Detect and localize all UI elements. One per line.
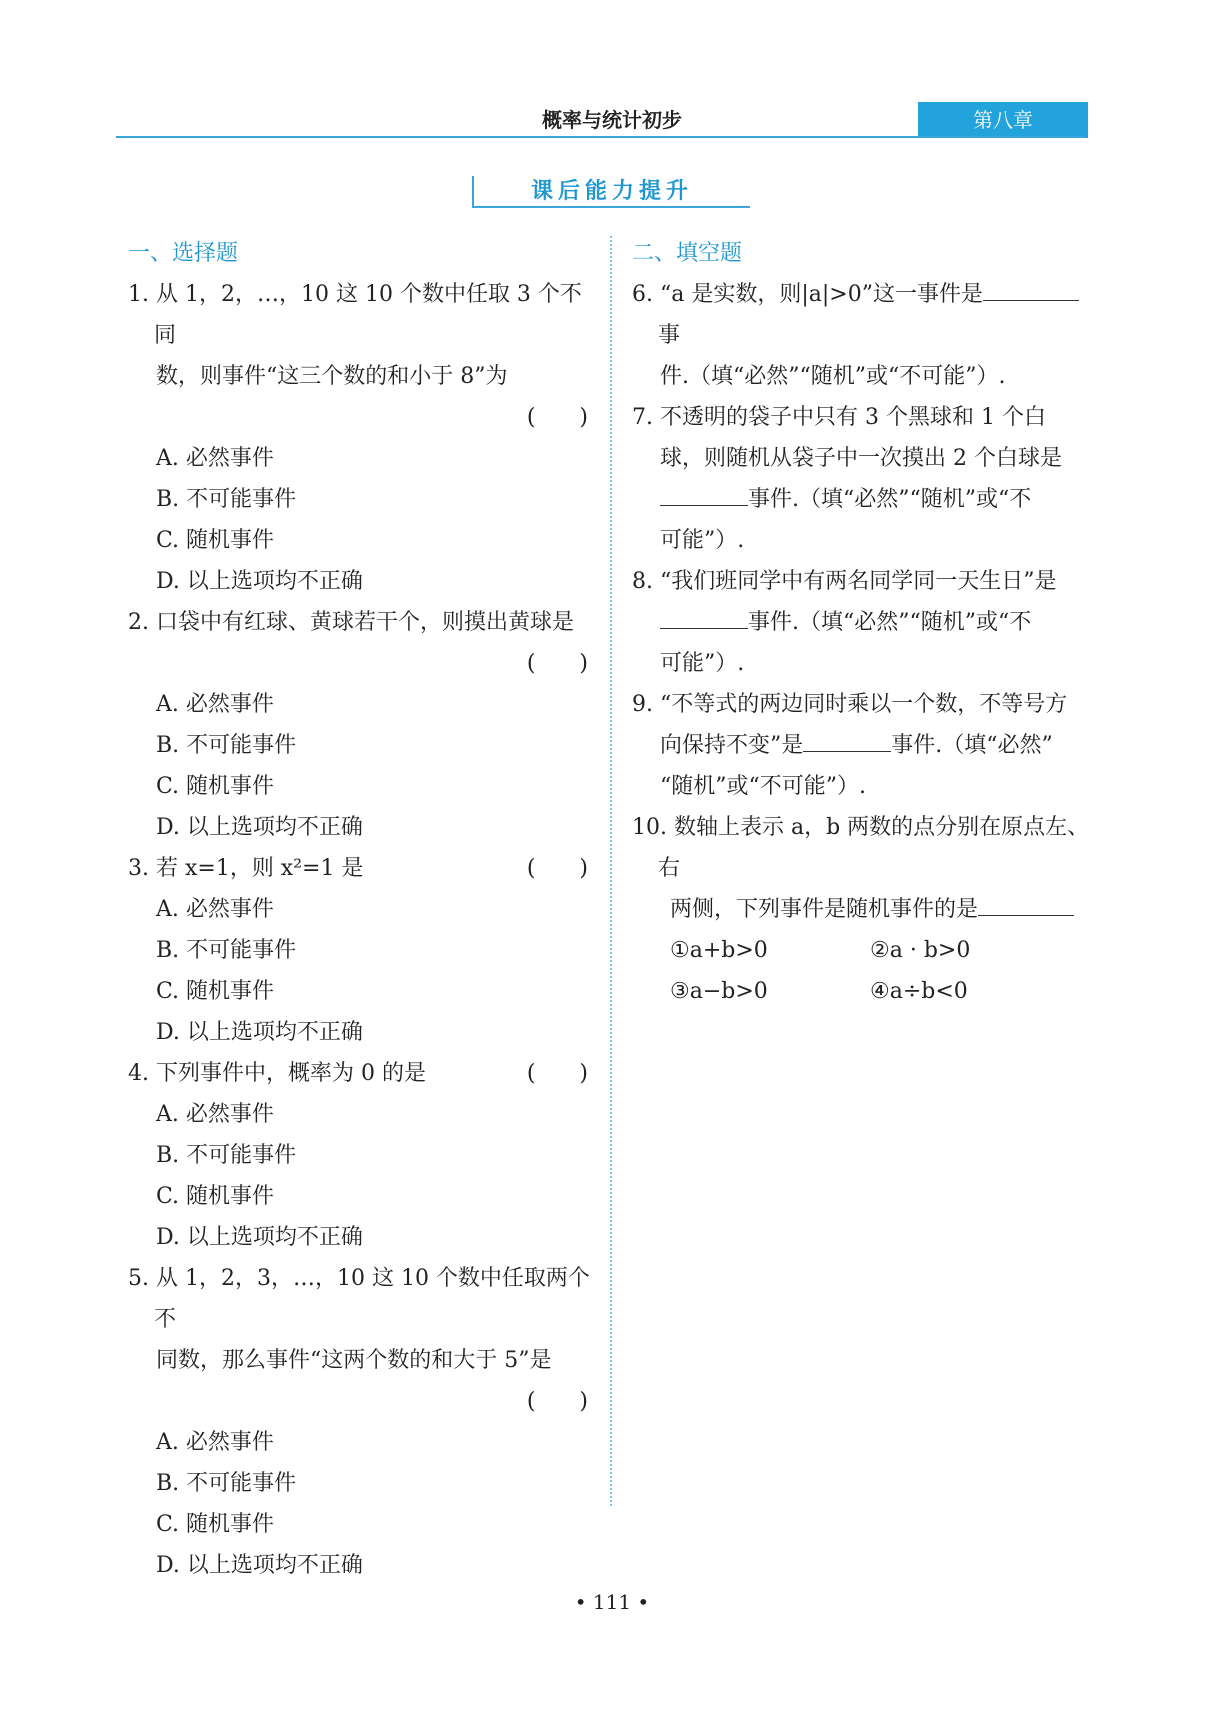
question-text: 9. “不等式的两边同时乘以一个数，不等号方 xyxy=(632,692,1068,717)
fill-in-column xyxy=(632,236,1098,1012)
sub-option-3: ③a−b>0 xyxy=(670,979,768,1004)
option-b: B. 不可能事件 xyxy=(156,1143,297,1168)
question-stem: 事件.（填“必然”“随机”或“不 xyxy=(748,487,1032,512)
option-c: C. 随机事件 xyxy=(156,774,275,799)
answer-bracket: ( ) xyxy=(526,1061,588,1086)
question-text xyxy=(128,1053,594,1094)
sub-options-row xyxy=(632,930,1098,971)
answer-bracket: ( ) xyxy=(526,856,588,881)
option-c: C. 随机事件 xyxy=(156,528,275,553)
question-text xyxy=(632,889,1098,930)
section-title-underline xyxy=(472,206,750,208)
question-text: 1. 从 1，2，…，10 这 10 个数中任取 3 个不同 xyxy=(128,282,582,348)
question-text: 可能”）. xyxy=(660,528,745,553)
question-6 xyxy=(632,274,1098,397)
question-stem: 事 xyxy=(658,323,681,348)
option-d: D. 以上选项均不正确 xyxy=(156,815,363,840)
option-c: C. 随机事件 xyxy=(156,979,275,1004)
question-stem: 向保持不变”是 xyxy=(660,733,804,758)
question-4 xyxy=(128,1053,594,1258)
option-a: A. 必然事件 xyxy=(156,692,274,717)
sub-option-2: ②a · b>0 xyxy=(870,938,971,963)
answer-bracket: ( ) xyxy=(526,1389,588,1414)
answer-blank[interactable] xyxy=(660,481,748,506)
option-b: B. 不可能事件 xyxy=(156,1471,297,1496)
option-c: C. 随机事件 xyxy=(156,1512,275,1537)
question-stem: 6. “a 是实数，则|a|>0”这一事件是 xyxy=(632,282,983,307)
option-d: D. 以上选项均不正确 xyxy=(156,1553,363,1578)
question-text xyxy=(632,479,1098,520)
option-a: A. 必然事件 xyxy=(156,1102,274,1127)
option-c: C. 随机事件 xyxy=(156,1184,275,1209)
option-d: D. 以上选项均不正确 xyxy=(156,1020,363,1045)
option-d: D. 以上选项均不正确 xyxy=(156,569,363,594)
header-title: 概率与统计初步 xyxy=(542,108,682,132)
question-2 xyxy=(128,602,594,848)
multiple-choice-heading: 一、选择题 xyxy=(128,241,239,266)
header-rule xyxy=(116,136,1086,138)
answer-blank[interactable] xyxy=(978,891,1074,916)
question-stem: 两侧，下列事件是随机事件的是 xyxy=(670,897,979,922)
question-text: “随机”或“不可能”）. xyxy=(660,774,866,799)
question-text: 8. “我们班同学中有两名同学同一天生日”是 xyxy=(632,569,1057,594)
sub-options-row xyxy=(632,971,1098,1012)
answer-blank[interactable] xyxy=(803,727,891,752)
question-9 xyxy=(632,684,1098,807)
question-stem: 事件.（填“必然”“随机”或“不 xyxy=(748,610,1032,635)
question-text xyxy=(128,848,594,889)
question-stem: 3. 若 x=1，则 x²=1 是 xyxy=(128,856,364,881)
question-text: 2. 口袋中有红球、黄球若干个，则摸出黄球是 xyxy=(128,610,574,635)
answer-bracket: ( ) xyxy=(526,651,588,676)
question-text xyxy=(632,602,1098,643)
question-text: 同数，那么事件“这两个数的和大于 5”是 xyxy=(156,1348,552,1373)
question-text xyxy=(632,274,1098,356)
multiple-choice-column xyxy=(128,236,594,1586)
option-b: B. 不可能事件 xyxy=(156,733,297,758)
question-text: 件.（填“必然”“随机”或“不可能”）. xyxy=(660,364,1006,389)
question-text: 可能”）. xyxy=(660,651,745,676)
question-text: 球，则随机从袋子中一次摸出 2 个白球是 xyxy=(660,446,1062,471)
question-10 xyxy=(632,807,1098,1012)
question-text: 10. 数轴上表示 a，b 两数的点分别在原点左、右 xyxy=(632,815,1090,881)
page-number: • 111 • xyxy=(574,1590,650,1614)
question-text: 5. 从 1，2，3，…，10 这 10 个数中任取两个不 xyxy=(128,1266,590,1332)
question-stem: 事件.（填“必然” xyxy=(891,733,1053,758)
sub-option-4: ④a÷b<0 xyxy=(870,979,968,1004)
section-title: 课后能力提升 xyxy=(530,179,693,204)
question-text: 7. 不透明的袋子中只有 3 个黑球和 1 个白 xyxy=(632,405,1046,430)
answer-bracket: ( ) xyxy=(526,405,588,430)
fill-in-heading: 二、填空题 xyxy=(632,241,743,266)
sub-option-1: ①a+b>0 xyxy=(670,938,768,963)
question-text: 数，则事件“这三个数的和小于 8”为 xyxy=(156,364,508,389)
option-a: A. 必然事件 xyxy=(156,1430,274,1455)
option-b: B. 不可能事件 xyxy=(156,938,297,963)
option-a: A. 必然事件 xyxy=(156,446,274,471)
question-5 xyxy=(128,1258,594,1586)
option-b: B. 不可能事件 xyxy=(156,487,297,512)
question-text xyxy=(632,725,1098,766)
option-d: D. 以上选项均不正确 xyxy=(156,1225,363,1250)
question-3 xyxy=(128,848,594,1053)
answer-blank[interactable] xyxy=(983,276,1079,301)
column-divider xyxy=(610,236,612,1506)
answer-blank[interactable] xyxy=(660,604,748,629)
question-1 xyxy=(128,274,594,602)
question-8 xyxy=(632,561,1098,684)
question-stem: 4. 下列事件中，概率为 0 的是 xyxy=(128,1061,426,1086)
question-7 xyxy=(632,397,1098,561)
option-a: A. 必然事件 xyxy=(156,897,274,922)
chapter-badge: 第八章 xyxy=(918,102,1088,138)
